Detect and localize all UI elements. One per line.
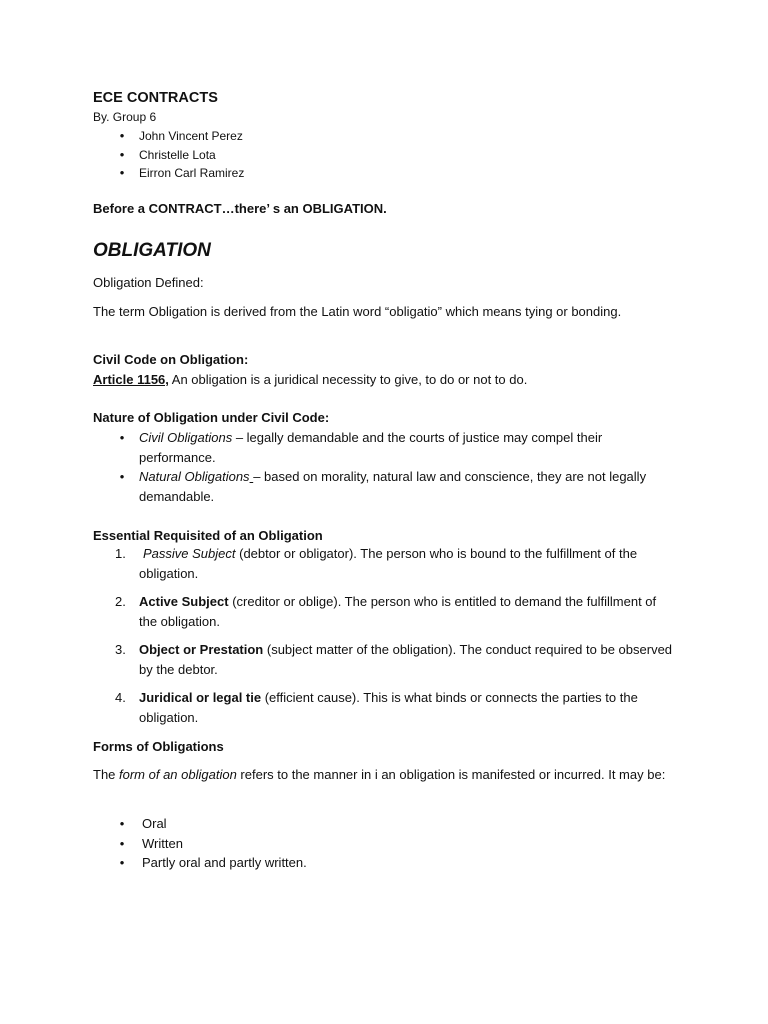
forms-intro-emphasis: form of an obligation	[119, 767, 237, 782]
list-item	[93, 640, 673, 679]
list-item	[93, 544, 673, 583]
essential-term: Juridical or legal tie	[139, 690, 262, 705]
item-number: 1.	[115, 546, 126, 561]
bullet-icon: •	[119, 165, 125, 180]
bullet-icon: •	[119, 816, 125, 831]
nature-list	[93, 428, 673, 506]
nature-text: – based on morality, natural law and conscience, they are not legally demandable.	[139, 469, 647, 504]
civil-code-heading: Civil Code on Obligation:	[93, 352, 249, 367]
bullet-icon: •	[119, 430, 125, 445]
bullet-icon: •	[119, 469, 125, 484]
article-label: Article 1156,	[93, 372, 169, 387]
essential-term: Active Subject	[139, 594, 229, 609]
form-item: Partly oral and partly written.	[142, 855, 307, 870]
item-number: 3.	[115, 642, 126, 657]
list-item	[93, 146, 693, 165]
list-item	[93, 688, 673, 727]
bullet-icon: •	[119, 855, 125, 870]
list-item	[93, 127, 693, 146]
form-item: Oral	[142, 816, 167, 831]
author-name: John Vincent Perez	[139, 129, 243, 143]
list-item	[93, 467, 673, 506]
nature-term: Civil Obligations	[139, 430, 233, 445]
forms-intro-pre: The	[93, 767, 120, 782]
author-list	[93, 127, 693, 183]
by-line: By. Group 6	[93, 110, 157, 124]
item-number: 2.	[115, 594, 126, 609]
nature-heading: Nature of Obligation under Civil Code:	[93, 410, 330, 425]
bullet-icon: •	[119, 128, 125, 143]
forms-intro	[93, 765, 685, 785]
nature-term: Natural Obligations	[139, 469, 250, 484]
essential-term: Object or Prestation	[139, 642, 264, 657]
nature-text: – legally demandable and the courts of justice may compel their performance.	[139, 430, 603, 465]
article-paragraph	[93, 370, 693, 390]
section-title: OBLIGATION	[93, 240, 211, 261]
defined-text: The term Obligation is derived from the Latin word “obligatio” which means tying or bonding.	[93, 304, 622, 319]
list-item	[93, 814, 693, 834]
forms-list	[93, 814, 693, 873]
forms-heading: Forms of Obligations	[93, 739, 224, 754]
list-item	[93, 592, 673, 631]
tagline: Before a CONTRACT…there’ s an OBLIGATION.	[93, 201, 387, 216]
essential-text: (efficient cause). This is what binds or connects the parties to the obligation.	[139, 690, 638, 725]
essential-heading: Essential Requisited of an Obligation	[93, 528, 323, 543]
author-name: Christelle Lota	[139, 147, 216, 162]
list-item	[93, 164, 693, 183]
list-item	[93, 853, 693, 873]
list-item	[93, 428, 673, 467]
essential-term: Passive Subject	[143, 546, 236, 561]
essential-text: (subject matter of the obligation). The conduct required to be observed by the debtor.	[139, 642, 673, 677]
defined-heading: Obligation Defined:	[93, 275, 204, 290]
forms-intro-post: refers to the manner in i an obligation is manifested or incurred. It may be:	[236, 767, 666, 782]
essential-text: (debtor or obligator). The person who is bound to the fulfillment of the obligation.	[139, 546, 638, 581]
article-text: An obligation is a juridical necessity to give, to do or not to do.	[168, 372, 528, 387]
bullet-icon: •	[119, 835, 125, 851]
bullet-icon: •	[119, 146, 125, 162]
essential-list	[93, 544, 673, 727]
list-item	[93, 834, 693, 854]
author-name: Eirron Carl Ramirez	[139, 166, 245, 180]
form-item: Written	[142, 835, 183, 851]
essential-text: (creditor or oblige). The person who is entitled to demand the fulfillment of the obligation.	[139, 594, 657, 629]
document-title: ECE CONTRACTS	[93, 90, 218, 106]
item-number: 4.	[115, 690, 126, 705]
